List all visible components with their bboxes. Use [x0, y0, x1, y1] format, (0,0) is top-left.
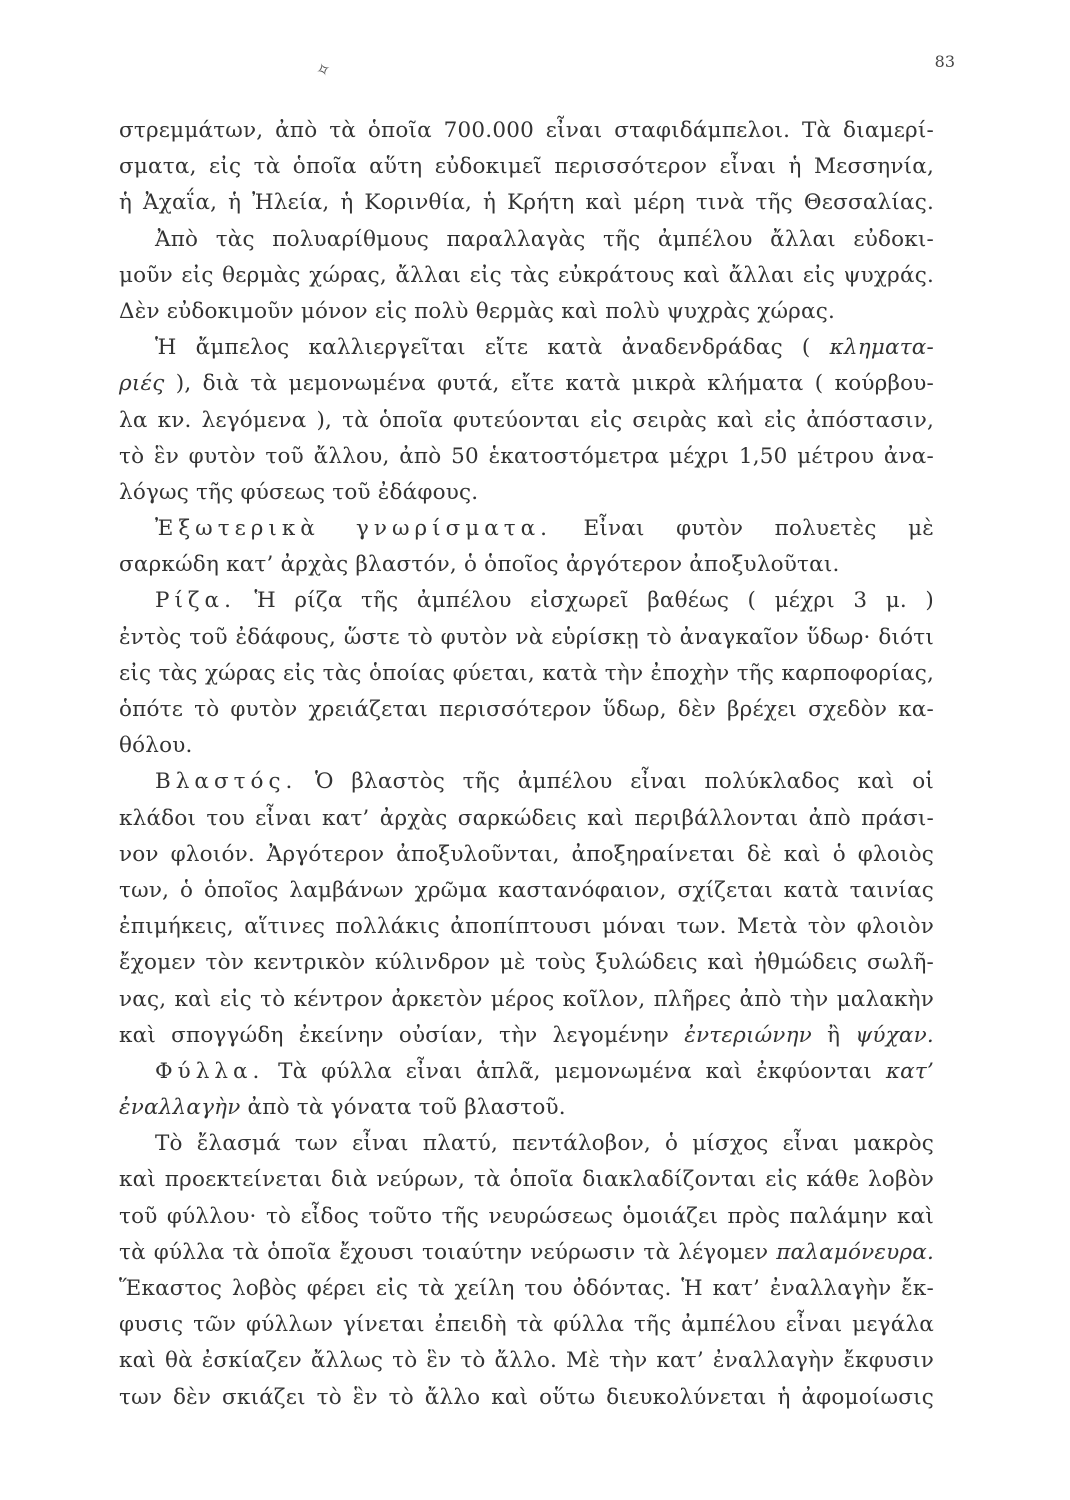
text-line: κλάδοι του εἶναι κατ’ ἀρχὰς σαρκώδεις καὶ περιβάλλονται ἀπὸ πράσι-: [119, 805, 934, 831]
text-line: τὸ ἓν φυτὸν τοῦ ἄλλου, ἀπὸ 50 ἑκατοστόμετρα μέχρι 1,50 μέτρου ἀνα-: [119, 443, 934, 469]
text-line: νας, καὶ εἰς τὸ κέντρον ἀρκετὸν μέρος κοῖλον, πλῆρες ἀπὸ τὴν μαλακὴν: [119, 986, 934, 1012]
text-line: λόγως τῆς φύσεως τοῦ ἐδάφους.: [119, 479, 479, 505]
page-number: 83: [934, 52, 955, 71]
section-heading-line: Φύλλα. Τὰ φύλλα εἶναι ἁπλᾶ, μεμονωμένα καὶ ἐκφύονται κατ’: [155, 1058, 934, 1084]
text-line: Ἕκαστος λοβὸς φέρει εἰς τὰ χείλη του ὀδόντας. Ἡ κατ’ ἐναλλαγὴν ἔκ-: [119, 1276, 934, 1301]
text-line: ἔχομεν τὸν κεντρικὸν κύλινδρον μὲ τοὺς ξυλώδεις καὶ ἠθμώδεις σωλῆ-: [119, 950, 934, 976]
section-heading-line: Βλαστός. Ὁ βλαστὸς τῆς ἀμπέλου εἶναι πολύκλαδος καὶ οἱ: [155, 769, 934, 795]
text-line: Ἀπὸ τὰς πολυαρίθμους παραλλαγὰς τῆς ἀμπέλου ἄλλαι εὐδοκι-: [155, 226, 934, 252]
text-line: Δὲν εὐδοκιμοῦν μόνον εἰς πολὺ θερμὰς καὶ πολὺ ψυχρὰς χώρας.: [119, 298, 836, 324]
section-heading: Ἐξωτερικὰ γνωρίσματα.: [155, 516, 552, 542]
text-line: τοῦ φύλλου· τὸ εἶδος τοῦτο τῆς νευρώσεως ὁμοιάζει πρὸς παλάμην καὶ: [119, 1203, 934, 1229]
section-heading: Φύλλα.: [155, 1058, 265, 1084]
text-line: ὁπότε τὸ φυτὸν χρειάζεται περισσότερον ὕδωρ, δὲν βρέχει σχεδὸν κα-: [119, 697, 934, 722]
text-line: ἐναλλαγὴν ἀπὸ τὰ γόνατα τοῦ βλαστοῦ.: [119, 1095, 566, 1121]
text-line: λα κν. λεγόμενα ), τὰ ὁποῖα φυτεύονται εἰς σειρὰς καὶ εἰς ἀπόστασιν,: [119, 407, 934, 433]
body-text: [119, 113, 934, 1416]
text-line: των δὲν σκιάζει τὸ ἓν τὸ ἄλλο καὶ οὕτω διευκολύνεται ἡ ἀφομοίωσις: [119, 1384, 934, 1410]
text-line: στρεμμάτων, ἀπὸ τὰ ὁποῖα 700.000 εἶναι σταφιδάμπελοι. Τὰ διαμερί-: [119, 118, 934, 143]
section-heading: Βλαστός.: [155, 769, 298, 795]
text-line: τὰ φύλλα τὰ ὁποῖα ἔχουσι τοιαύτην νεύρωσιν τὰ λέγομεν παλαμόνευρα.: [119, 1239, 934, 1265]
section-heading-line: Ἐξωτερικὰ γνωρίσματα. Εἶναι φυτὸν πολυετὲς μὲ: [155, 516, 934, 542]
text-line: νον φλοιόν. Ἀργότερον ἀποξυλοῦνται, ἀποξηραίνεται δὲ καὶ ὁ φλοιὸς: [119, 841, 934, 867]
text-line: εἰς τὰς χώρας εἰς τὰς ὁποίας φύεται, κατὰ τὴν ἐποχὴν τῆς καρποφορίας,: [119, 660, 934, 686]
text-line: καὶ θὰ ἐσκίαζεν ἄλλως τὸ ἓν τὸ ἄλλο. Μὲ τὴν κατ’ ἐναλλαγὴν ἔκφυσιν: [119, 1348, 934, 1374]
text-line: σαρκώδη κατ’ ἀρχὰς βλαστόν, ὁ ὁποῖος ἀργότερον ἀποξυλοῦται.: [119, 552, 840, 578]
text-line: Τὸ ἔλασμά των εἶναι πλατύ, πεντάλοβον, ὁ μίσχος εἶναι μακρὸς: [155, 1131, 934, 1157]
text-line: ἐντὸς τοῦ ἐδάφους, ὥστε τὸ φυτὸν νὰ εὑρίσκῃ τὸ ἀναγκαῖον ὕδωρ· διότι: [119, 624, 934, 650]
text-line: σματα, εἰς τὰ ὁποῖα αὕτη εὐδοκιμεῖ περισσότερον εἶναι ἡ Μεσσηνία,: [119, 154, 934, 180]
margin-mark-icon: ✧: [312, 57, 335, 83]
text-line: ἐπιμήκεις, αἵτινες πολλάκις ἀποπίπτουσι μόναι των. Μετὰ τὸν φλοιὸν: [119, 914, 934, 940]
text-line: ριές ), διὰ τὰ μεμονωμένα φυτά, εἴτε κατὰ μικρὰ κλήματα ( κούρβου-: [119, 371, 935, 397]
text-line: καὶ προεκτείνεται διὰ νεύρων, τὰ ὁποῖα διακλαδίζονται εἰς κάθε λοβὸν: [119, 1167, 934, 1193]
text-line: ἡ Ἀχαΐα, ἡ Ἠλεία, ἡ Κορινθία, ἡ Κρήτη καὶ μέρη τινὰ τῆς Θεσσαλίας.: [119, 190, 934, 216]
section-heading: Ρίζα.: [155, 588, 236, 614]
text-line: καὶ σπογγώδη ἐκείνην οὐσίαν, τὴν λεγομένην ἐντεριώνην ἢ ψύχαν.: [119, 1022, 934, 1048]
text-line: των, ὁ ὁποῖος λαμβάνων χρῶμα καστανόφαιον, σχίζεται κατὰ ταινίας: [119, 877, 934, 903]
text-line: φυσις τῶν φύλλων γίνεται ἐπειδὴ τὰ φύλλα τῆς ἀμπέλου εἶναι μεγάλα: [119, 1312, 934, 1338]
text-line: μοῦν εἰς θερμὰς χώρας, ἄλλαι εἰς τὰς εὐκράτους καὶ ἄλλαι εἰς ψυχράς.: [119, 262, 934, 288]
text-line: Ἡ ἄμπελος καλλιεργεῖται εἴτε κατὰ ἀναδενδράδας ( κληματα-: [155, 335, 934, 361]
section-heading-line: Ρίζα. Ἡ ρίζα τῆς ἀμπέλου εἰσχωρεῖ βαθέως ( μέχρι 3 μ. ): [155, 588, 934, 614]
text-line: θόλου.: [119, 733, 193, 759]
